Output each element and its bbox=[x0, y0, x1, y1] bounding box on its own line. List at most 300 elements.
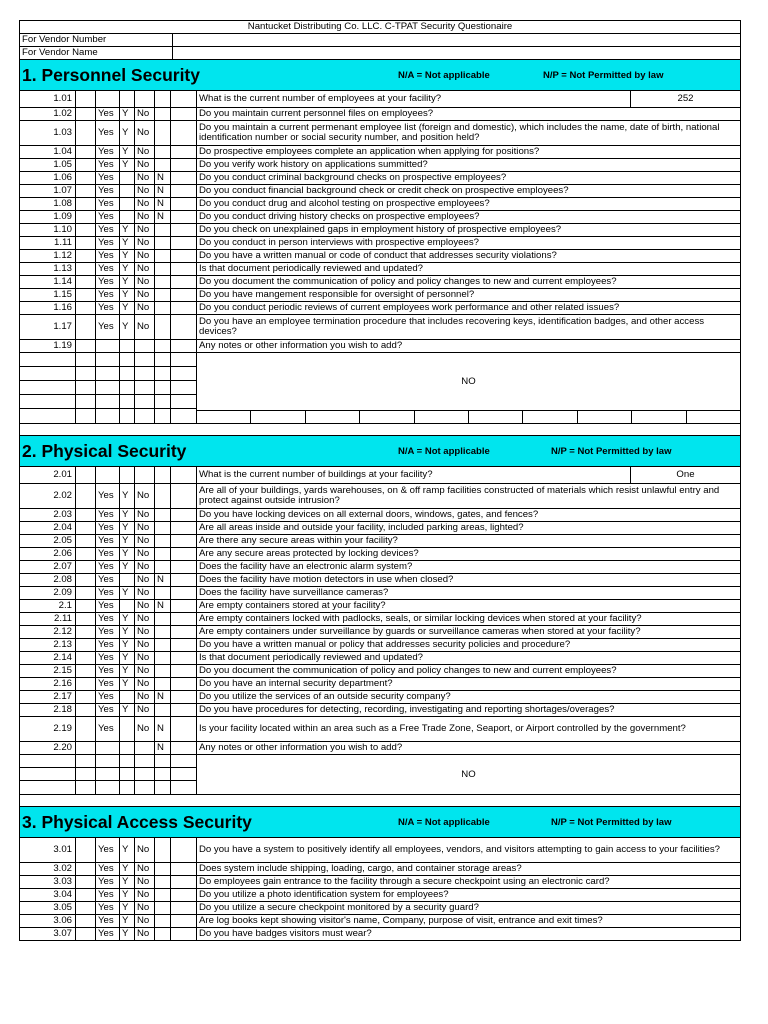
question-text: Are all of your buildings, yards warehouses, on & off ramp facilities constructed of materials which resist unlawful entry and protect against outside intrusion? bbox=[197, 484, 741, 508]
n-mark[interactable] bbox=[155, 613, 171, 625]
no-option[interactable]: No bbox=[135, 704, 155, 716]
yes-option[interactable]: Yes bbox=[96, 600, 120, 612]
no-option[interactable]: No bbox=[135, 639, 155, 651]
y-mark[interactable]: Y bbox=[120, 665, 135, 677]
n-mark[interactable] bbox=[155, 509, 171, 521]
yes-option[interactable]: Yes bbox=[96, 838, 120, 862]
no-option[interactable]: No bbox=[135, 289, 155, 301]
vendor-number-field[interactable] bbox=[173, 34, 741, 46]
n-mark[interactable]: N bbox=[155, 185, 171, 197]
no-option[interactable]: No bbox=[135, 224, 155, 236]
vendor-number-label: For Vendor Number bbox=[20, 34, 173, 46]
blank-cell bbox=[96, 781, 120, 794]
n-mark[interactable] bbox=[155, 928, 171, 940]
no-option[interactable]: No bbox=[135, 302, 155, 314]
n-mark[interactable]: N bbox=[155, 742, 171, 754]
blank-cell bbox=[135, 367, 155, 380]
blank-cell bbox=[171, 548, 197, 560]
yes-option[interactable]: Yes bbox=[96, 548, 120, 560]
question-number: 3.05 bbox=[20, 902, 76, 914]
blank-cell bbox=[171, 678, 197, 690]
question-row bbox=[20, 185, 741, 198]
n-mark[interactable] bbox=[155, 91, 171, 107]
blank-cell bbox=[171, 902, 197, 914]
n-mark[interactable]: N bbox=[155, 600, 171, 612]
blank-cell bbox=[76, 315, 96, 339]
no-option[interactable]: No bbox=[135, 522, 155, 534]
blank-cell bbox=[76, 302, 96, 314]
blank-cell bbox=[76, 863, 96, 875]
no-option[interactable]: No bbox=[135, 146, 155, 158]
blank-cell bbox=[76, 755, 96, 767]
y-mark[interactable]: Y bbox=[120, 704, 135, 716]
yes-option[interactable]: Yes bbox=[96, 626, 120, 638]
no-option[interactable]: No bbox=[135, 691, 155, 703]
question-number: 1.01 bbox=[20, 91, 76, 107]
blank-cell bbox=[96, 353, 120, 366]
no-option[interactable]: No bbox=[135, 198, 155, 210]
y-mark[interactable]: Y bbox=[120, 276, 135, 288]
no-option[interactable]: No bbox=[135, 889, 155, 901]
yes-option[interactable]: Yes bbox=[96, 665, 120, 677]
y-mark[interactable]: Y bbox=[120, 915, 135, 927]
no-option[interactable]: No bbox=[135, 915, 155, 927]
n-mark[interactable] bbox=[155, 522, 171, 534]
no-option[interactable]: No bbox=[135, 561, 155, 573]
blank-cell bbox=[171, 781, 197, 794]
notes-grid-row bbox=[20, 353, 197, 367]
question-row bbox=[20, 340, 741, 353]
blank-cell bbox=[76, 535, 96, 547]
question-row bbox=[20, 742, 741, 755]
y-mark[interactable]: Y bbox=[120, 626, 135, 638]
blank-cell bbox=[251, 411, 305, 423]
no-option[interactable]: No bbox=[135, 535, 155, 547]
y-mark[interactable] bbox=[120, 340, 135, 352]
notes-area[interactable] bbox=[197, 353, 741, 423]
n-mark[interactable] bbox=[155, 561, 171, 573]
yes-option[interactable] bbox=[96, 91, 120, 107]
blank-cell bbox=[171, 381, 197, 394]
y-mark[interactable]: Y bbox=[120, 108, 135, 120]
blank-cell bbox=[76, 639, 96, 651]
blank-cell bbox=[171, 198, 197, 210]
blank-cell bbox=[171, 509, 197, 521]
blank-cell bbox=[76, 381, 96, 394]
yes-option[interactable]: Yes bbox=[96, 185, 120, 197]
question-row bbox=[20, 263, 741, 276]
yes-option[interactable]: Yes bbox=[96, 108, 120, 120]
answer-field[interactable]: 252 bbox=[631, 91, 741, 107]
n-mark[interactable] bbox=[155, 548, 171, 560]
yes-option[interactable]: Yes bbox=[96, 315, 120, 339]
no-option[interactable]: No bbox=[135, 211, 155, 223]
legend-np: N/P = Not Permitted by law bbox=[551, 817, 672, 828]
y-mark[interactable]: Y bbox=[120, 289, 135, 301]
yes-option[interactable]: Yes bbox=[96, 587, 120, 599]
blank-cell bbox=[197, 411, 251, 423]
n-mark[interactable] bbox=[155, 704, 171, 716]
y-mark[interactable]: Y bbox=[120, 678, 135, 690]
blank-cell bbox=[171, 838, 197, 862]
no-option[interactable] bbox=[135, 91, 155, 107]
question-number: 1.10 bbox=[20, 224, 76, 236]
n-mark[interactable]: N bbox=[155, 717, 171, 741]
n-mark[interactable] bbox=[155, 535, 171, 547]
blank-cell bbox=[171, 704, 197, 716]
no-option[interactable]: No bbox=[135, 838, 155, 862]
yes-option[interactable]: Yes bbox=[96, 289, 120, 301]
y-mark[interactable]: Y bbox=[120, 263, 135, 275]
n-mark[interactable] bbox=[155, 237, 171, 249]
yes-option[interactable]: Yes bbox=[96, 263, 120, 275]
notes-value: NO bbox=[461, 769, 476, 780]
blank-cell bbox=[76, 587, 96, 599]
n-mark[interactable] bbox=[155, 863, 171, 875]
n-mark[interactable]: N bbox=[155, 691, 171, 703]
blank-cell bbox=[76, 548, 96, 560]
blank-cell bbox=[171, 121, 197, 145]
blank-cell bbox=[171, 600, 197, 612]
blank-cell bbox=[171, 289, 197, 301]
blank-cell bbox=[96, 367, 120, 380]
question-text: Do you have mangement responsible for oversight of personnel? bbox=[197, 289, 741, 301]
y-mark[interactable]: Y bbox=[120, 159, 135, 171]
yes-option[interactable]: Yes bbox=[96, 535, 120, 547]
blank-cell bbox=[171, 224, 197, 236]
question-text: Is that document periodically reviewed and updated? bbox=[197, 652, 741, 664]
yes-option[interactable]: Yes bbox=[96, 302, 120, 314]
yes-option[interactable]: Yes bbox=[96, 902, 120, 914]
question-number: 1.04 bbox=[20, 146, 76, 158]
n-mark[interactable] bbox=[155, 889, 171, 901]
no-option[interactable]: No bbox=[135, 484, 155, 508]
no-option[interactable]: No bbox=[135, 172, 155, 184]
blank-cell bbox=[120, 755, 135, 767]
yes-option[interactable]: Yes bbox=[96, 159, 120, 171]
blank-cell bbox=[360, 411, 414, 423]
no-option[interactable]: No bbox=[135, 678, 155, 690]
n-mark[interactable] bbox=[155, 587, 171, 599]
y-mark[interactable]: Y bbox=[120, 535, 135, 547]
question-number: 2.20 bbox=[20, 742, 76, 754]
blank-cell bbox=[306, 411, 360, 423]
question-number: 2.12 bbox=[20, 626, 76, 638]
blank-cell bbox=[76, 263, 96, 275]
question-row bbox=[20, 587, 741, 600]
yes-option[interactable]: Yes bbox=[96, 915, 120, 927]
section-spacer bbox=[20, 424, 741, 436]
blank-cell bbox=[76, 742, 96, 754]
n-mark[interactable] bbox=[155, 146, 171, 158]
y-mark[interactable] bbox=[120, 185, 135, 197]
yes-option[interactable]: Yes bbox=[96, 250, 120, 262]
y-mark[interactable]: Y bbox=[120, 889, 135, 901]
y-mark[interactable]: Y bbox=[120, 902, 135, 914]
n-mark[interactable]: N bbox=[155, 574, 171, 586]
n-mark[interactable] bbox=[155, 467, 171, 483]
no-option[interactable]: No bbox=[135, 876, 155, 888]
blank-cell bbox=[171, 863, 197, 875]
question-row bbox=[20, 237, 741, 250]
blank-cell bbox=[76, 198, 96, 210]
blank-cell bbox=[171, 613, 197, 625]
y-mark[interactable]: Y bbox=[120, 876, 135, 888]
no-option[interactable]: No bbox=[135, 108, 155, 120]
blank-cell bbox=[76, 395, 96, 408]
n-mark[interactable]: N bbox=[155, 211, 171, 223]
y-mark[interactable] bbox=[120, 198, 135, 210]
n-mark[interactable] bbox=[155, 484, 171, 508]
n-mark[interactable] bbox=[155, 121, 171, 145]
no-option[interactable]: No bbox=[135, 315, 155, 339]
question-number: 3.01 bbox=[20, 838, 76, 862]
n-mark[interactable] bbox=[155, 263, 171, 275]
no-option[interactable]: No bbox=[135, 902, 155, 914]
n-mark[interactable] bbox=[155, 915, 171, 927]
y-mark[interactable]: Y bbox=[120, 484, 135, 508]
yes-option[interactable] bbox=[96, 467, 120, 483]
section-header bbox=[20, 436, 741, 467]
yes-option[interactable]: Yes bbox=[96, 237, 120, 249]
notes-grid-strip bbox=[197, 410, 740, 423]
vendor-name-field[interactable] bbox=[173, 47, 741, 59]
no-option[interactable] bbox=[135, 467, 155, 483]
n-mark[interactable]: N bbox=[155, 198, 171, 210]
no-option[interactable]: No bbox=[135, 613, 155, 625]
y-mark[interactable]: Y bbox=[120, 838, 135, 862]
no-option[interactable]: No bbox=[135, 665, 155, 677]
no-option[interactable]: No bbox=[135, 159, 155, 171]
no-option[interactable]: No bbox=[135, 548, 155, 560]
n-mark[interactable] bbox=[155, 902, 171, 914]
n-mark[interactable] bbox=[155, 639, 171, 651]
n-mark[interactable] bbox=[155, 224, 171, 236]
question-text: Do employees gain entrance to the facility through a secure checkpoint using an electronic card? bbox=[197, 876, 741, 888]
question-text: Does the facility have surveillance cameras? bbox=[197, 587, 741, 599]
yes-option[interactable] bbox=[96, 742, 120, 754]
n-mark[interactable] bbox=[155, 159, 171, 171]
y-mark[interactable]: Y bbox=[120, 863, 135, 875]
yes-option[interactable]: Yes bbox=[96, 121, 120, 145]
yes-option[interactable]: Yes bbox=[96, 224, 120, 236]
y-mark[interactable]: Y bbox=[120, 587, 135, 599]
notes-grid-row bbox=[20, 395, 197, 409]
y-mark[interactable] bbox=[120, 467, 135, 483]
yes-option[interactable]: Yes bbox=[96, 198, 120, 210]
y-mark[interactable]: Y bbox=[120, 613, 135, 625]
blank-cell bbox=[76, 289, 96, 301]
question-text: Do you verify work history on applications summitted? bbox=[197, 159, 741, 171]
question-number: 3.04 bbox=[20, 889, 76, 901]
y-mark[interactable] bbox=[120, 717, 135, 741]
question-text: Are empty containers stored at your facility? bbox=[197, 600, 741, 612]
no-option[interactable]: No bbox=[135, 587, 155, 599]
n-mark[interactable] bbox=[155, 626, 171, 638]
question-number: 1.06 bbox=[20, 172, 76, 184]
yes-option[interactable]: Yes bbox=[96, 717, 120, 741]
blank-cell bbox=[135, 768, 155, 780]
no-option[interactable]: No bbox=[135, 626, 155, 638]
section-title: 1. Personnel Security bbox=[22, 64, 200, 85]
no-option[interactable]: No bbox=[135, 574, 155, 586]
y-mark[interactable]: Y bbox=[120, 509, 135, 521]
yes-option[interactable]: Yes bbox=[96, 484, 120, 508]
notes-area[interactable] bbox=[197, 755, 741, 794]
no-option[interactable] bbox=[135, 742, 155, 754]
yes-option[interactable]: Yes bbox=[96, 574, 120, 586]
yes-option[interactable]: Yes bbox=[96, 652, 120, 664]
question-number: 1.14 bbox=[20, 276, 76, 288]
n-mark[interactable] bbox=[155, 108, 171, 120]
y-mark[interactable]: Y bbox=[120, 652, 135, 664]
y-mark[interactable] bbox=[120, 574, 135, 586]
y-mark[interactable]: Y bbox=[120, 639, 135, 651]
blank-cell bbox=[76, 717, 96, 741]
question-text: Do you have procedures for detecting, recording, investigating and reporting shortages/overages? bbox=[197, 704, 741, 716]
y-mark[interactable]: Y bbox=[120, 522, 135, 534]
yes-option[interactable]: Yes bbox=[96, 889, 120, 901]
yes-option[interactable]: Yes bbox=[96, 863, 120, 875]
no-option[interactable]: No bbox=[135, 600, 155, 612]
blank-cell bbox=[76, 211, 96, 223]
y-mark[interactable]: Y bbox=[120, 121, 135, 145]
no-option[interactable]: No bbox=[135, 928, 155, 940]
blank-cell bbox=[171, 467, 197, 483]
question-number: 2.04 bbox=[20, 522, 76, 534]
blank-cell bbox=[76, 678, 96, 690]
blank-cell bbox=[76, 250, 96, 262]
blank-cell bbox=[135, 755, 155, 767]
yes-option[interactable]: Yes bbox=[96, 509, 120, 521]
no-option[interactable]: No bbox=[135, 185, 155, 197]
question-number: 3.07 bbox=[20, 928, 76, 940]
n-mark[interactable] bbox=[155, 315, 171, 339]
n-mark[interactable] bbox=[155, 302, 171, 314]
y-mark[interactable] bbox=[120, 742, 135, 754]
n-mark[interactable] bbox=[155, 665, 171, 677]
yes-option[interactable]: Yes bbox=[96, 561, 120, 573]
blank-cell bbox=[155, 381, 171, 394]
blank-cell bbox=[135, 781, 155, 794]
n-mark[interactable] bbox=[155, 652, 171, 664]
notes-grid-row bbox=[20, 367, 197, 381]
yes-option[interactable]: Yes bbox=[96, 276, 120, 288]
no-option[interactable]: No bbox=[135, 652, 155, 664]
question-text: Do you conduct driving history checks on prospective employees? bbox=[197, 211, 741, 223]
y-mark[interactable]: Y bbox=[120, 315, 135, 339]
no-option[interactable]: No bbox=[135, 263, 155, 275]
blank-cell bbox=[171, 409, 197, 423]
y-mark[interactable] bbox=[120, 172, 135, 184]
y-mark[interactable]: Y bbox=[120, 224, 135, 236]
question-row bbox=[20, 902, 741, 915]
n-mark[interactable] bbox=[155, 250, 171, 262]
no-option[interactable] bbox=[135, 340, 155, 352]
y-mark[interactable]: Y bbox=[120, 302, 135, 314]
n-mark[interactable] bbox=[155, 340, 171, 352]
legend-na: N/A = Not applicable bbox=[398, 446, 490, 457]
n-mark[interactable] bbox=[155, 289, 171, 301]
n-mark[interactable] bbox=[155, 838, 171, 862]
yes-option[interactable] bbox=[96, 340, 120, 352]
blank-cell bbox=[76, 889, 96, 901]
question-text: Do you utilize a photo identification system for employees? bbox=[197, 889, 741, 901]
yes-option[interactable]: Yes bbox=[96, 639, 120, 651]
no-option[interactable]: No bbox=[135, 276, 155, 288]
y-mark[interactable]: Y bbox=[120, 146, 135, 158]
y-mark[interactable]: Y bbox=[120, 548, 135, 560]
yes-option[interactable]: Yes bbox=[96, 928, 120, 940]
y-mark[interactable] bbox=[120, 91, 135, 107]
question-number: 2.19 bbox=[20, 717, 76, 741]
question-number: 2.17 bbox=[20, 691, 76, 703]
blank-cell bbox=[171, 626, 197, 638]
answer-field[interactable]: One bbox=[631, 467, 741, 483]
question-row bbox=[20, 915, 741, 928]
question-row bbox=[20, 626, 741, 639]
y-mark[interactable]: Y bbox=[120, 250, 135, 262]
question-row bbox=[20, 928, 741, 941]
no-option[interactable]: No bbox=[135, 250, 155, 262]
question-text: Do you conduct criminal background checks on prospective employees? bbox=[197, 172, 741, 184]
blank-cell bbox=[76, 838, 96, 862]
vendor-name-label: For Vendor Name bbox=[20, 47, 173, 59]
n-mark[interactable]: N bbox=[155, 172, 171, 184]
yes-option[interactable]: Yes bbox=[96, 704, 120, 716]
y-mark[interactable] bbox=[120, 211, 135, 223]
blank-cell bbox=[155, 395, 171, 408]
y-mark[interactable] bbox=[120, 691, 135, 703]
y-mark[interactable]: Y bbox=[120, 561, 135, 573]
yes-option[interactable]: Yes bbox=[96, 146, 120, 158]
blank-cell bbox=[20, 367, 76, 380]
no-option[interactable]: No bbox=[135, 717, 155, 741]
yes-option[interactable]: Yes bbox=[96, 522, 120, 534]
blank-cell bbox=[96, 755, 120, 767]
question-row bbox=[20, 691, 741, 704]
blank-cell bbox=[76, 613, 96, 625]
blank-cell bbox=[171, 91, 197, 107]
question-text: Do you maintain current personnel files on employees? bbox=[197, 108, 741, 120]
blank-cell bbox=[171, 185, 197, 197]
question-text: Does the facility have motion detectors in use when closed? bbox=[197, 574, 741, 586]
blank-cell bbox=[171, 340, 197, 352]
blank-cell bbox=[20, 755, 76, 767]
no-option[interactable]: No bbox=[135, 237, 155, 249]
yes-option[interactable]: Yes bbox=[96, 691, 120, 703]
n-mark[interactable] bbox=[155, 276, 171, 288]
n-mark[interactable] bbox=[155, 876, 171, 888]
question-row bbox=[20, 467, 741, 484]
blank-cell bbox=[20, 768, 76, 780]
n-mark[interactable] bbox=[155, 678, 171, 690]
y-mark[interactable]: Y bbox=[120, 928, 135, 940]
yes-option[interactable]: Yes bbox=[96, 211, 120, 223]
yes-option[interactable]: Yes bbox=[96, 613, 120, 625]
no-option[interactable]: No bbox=[135, 509, 155, 521]
yes-option[interactable]: Yes bbox=[96, 172, 120, 184]
vendor-number-row bbox=[20, 34, 741, 47]
blank-cell bbox=[469, 411, 523, 423]
yes-option[interactable]: Yes bbox=[96, 876, 120, 888]
yes-option[interactable]: Yes bbox=[96, 678, 120, 690]
no-option[interactable]: No bbox=[135, 863, 155, 875]
y-mark[interactable] bbox=[120, 600, 135, 612]
y-mark[interactable]: Y bbox=[120, 237, 135, 249]
no-option[interactable]: No bbox=[135, 121, 155, 145]
question-row bbox=[20, 146, 741, 159]
